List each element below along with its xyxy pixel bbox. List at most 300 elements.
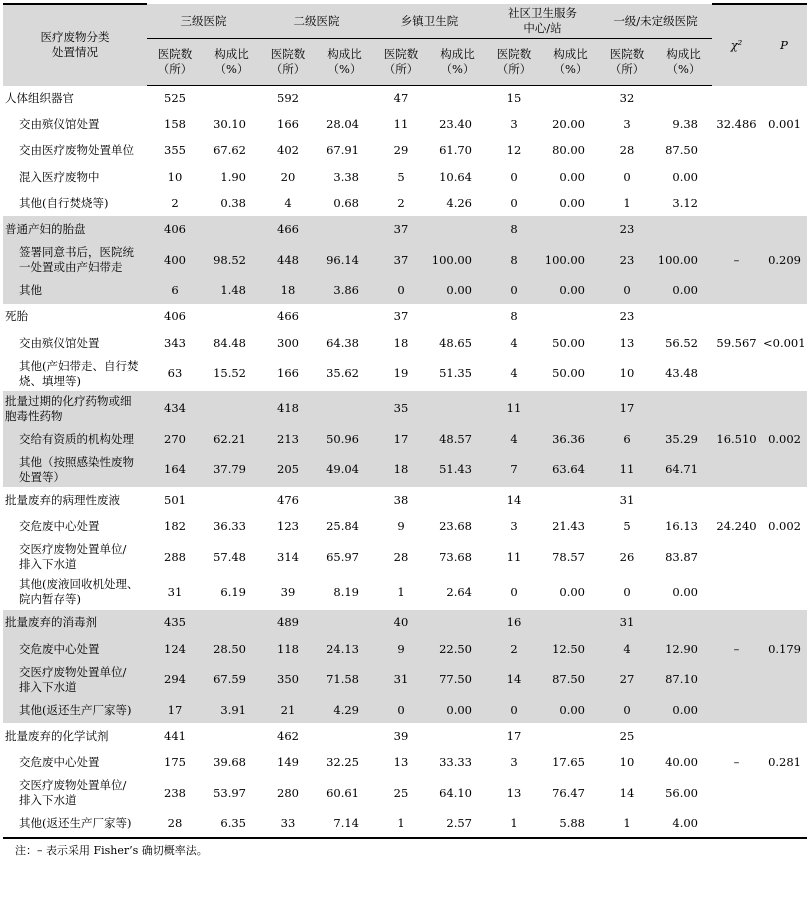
hospital-count-cell: 39 bbox=[280, 584, 296, 599]
percent-cell: 1.48 bbox=[203, 278, 260, 304]
hospital-count-cell: 118 bbox=[260, 636, 316, 662]
percent-cell: 43.48 bbox=[665, 366, 698, 381]
category-label bbox=[3, 723, 147, 749]
hospital-count-cell: 10 bbox=[619, 366, 635, 381]
percent-cell: 12.50 bbox=[542, 636, 599, 662]
percent-cell: 48.57 bbox=[429, 426, 486, 452]
header-sub-count-line: 医院数 bbox=[270, 47, 306, 61]
percent-cell: 0.00 bbox=[672, 584, 698, 599]
hospital-count-cell: 63 bbox=[167, 366, 183, 381]
p-value-cell bbox=[761, 356, 807, 391]
percent-cell bbox=[429, 487, 486, 513]
percent-cell: 64.38 bbox=[326, 335, 359, 350]
percent-cell: 0.00 bbox=[559, 195, 585, 210]
header-group-label: 乡镇卫生院 bbox=[400, 13, 459, 28]
hospital-count-cell: 0 bbox=[373, 278, 429, 304]
hospital-count-cell: 3 bbox=[623, 117, 631, 132]
hospital-count-cell: 8 bbox=[486, 243, 542, 278]
percent-cell: 28.50 bbox=[203, 636, 260, 662]
percent-cell: 10.64 bbox=[439, 169, 472, 184]
header-group-label: 一级/未定级医院 bbox=[613, 13, 698, 28]
table-row bbox=[3, 697, 807, 723]
hospital-count-cell: 1 bbox=[373, 811, 429, 838]
percent-cell bbox=[542, 723, 599, 749]
percent-cell: 56.52 bbox=[665, 335, 698, 350]
percent-cell: 5.88 bbox=[542, 811, 599, 838]
header-sub-count bbox=[599, 39, 655, 86]
hospital-count-cell: 23 bbox=[619, 309, 635, 324]
hospital-count-cell: 31 bbox=[373, 662, 429, 697]
percent-cell bbox=[203, 216, 260, 242]
header-group-community bbox=[486, 4, 599, 39]
percent-cell: 25.84 bbox=[326, 519, 359, 534]
row-label-line: 院内暂存等) bbox=[19, 592, 81, 607]
header-sub-count-line: 医院数 bbox=[609, 47, 645, 61]
percent-cell: 21.43 bbox=[552, 519, 585, 534]
percent-cell: 3.38 bbox=[333, 169, 359, 184]
percent-cell bbox=[316, 487, 373, 513]
chi-square-cell: 59.567 bbox=[716, 335, 757, 350]
header-group-label: 三级医院 bbox=[180, 13, 227, 28]
hospital-count-cell: 123 bbox=[277, 519, 299, 534]
header-sub-percent bbox=[203, 39, 260, 86]
hospital-count-cell: 11 bbox=[393, 117, 409, 132]
p-value-cell bbox=[761, 190, 807, 216]
hospital-count-cell: 149 bbox=[277, 755, 299, 770]
hospital-count-cell: 8 bbox=[510, 309, 518, 324]
hospital-count-cell: 17 bbox=[373, 426, 429, 452]
percent-cell bbox=[203, 610, 260, 636]
row-label bbox=[3, 750, 147, 776]
percent-cell: 0.00 bbox=[672, 169, 698, 184]
percent-cell: 67.62 bbox=[213, 143, 246, 158]
row-label-line: 死胎 bbox=[5, 309, 28, 324]
percent-cell bbox=[655, 304, 712, 330]
hospital-count-cell: 37 bbox=[373, 216, 429, 242]
row-label bbox=[3, 112, 147, 138]
hospital-count-cell: 17 bbox=[147, 697, 203, 723]
category-label bbox=[3, 304, 147, 330]
percent-cell: 0.00 bbox=[655, 697, 712, 723]
hospital-count-cell: 5 bbox=[623, 519, 631, 534]
row-label-line: 交危废中心处置 bbox=[19, 755, 100, 770]
table-row bbox=[3, 356, 807, 391]
hospital-count-cell: 31 bbox=[599, 610, 655, 636]
percent-cell bbox=[203, 391, 260, 426]
percent-cell: 35.62 bbox=[326, 366, 359, 381]
percent-cell: 49.04 bbox=[316, 452, 373, 487]
p-value-cell bbox=[761, 487, 807, 513]
hospital-count-cell: 23 bbox=[599, 243, 655, 278]
header-sub-count-line: 医院数 bbox=[157, 47, 193, 61]
percent-cell bbox=[316, 610, 373, 636]
header-group-label: 二级医院 bbox=[293, 13, 340, 28]
hospital-count-cell: 27 bbox=[599, 662, 655, 697]
hospital-count-cell: 23 bbox=[599, 216, 655, 242]
row-label bbox=[3, 356, 147, 391]
percent-cell: 0.38 bbox=[220, 195, 246, 210]
table-wrapper bbox=[3, 3, 807, 858]
percent-cell: 3.12 bbox=[672, 195, 698, 210]
hospital-count-cell: 0 bbox=[599, 278, 655, 304]
chi-square-cell bbox=[712, 811, 761, 838]
chi-square-cell: – bbox=[712, 243, 761, 278]
hospital-count-cell: 238 bbox=[164, 785, 186, 800]
hospital-count-cell: 124 bbox=[147, 636, 203, 662]
hospital-count-cell: 14 bbox=[619, 785, 635, 800]
table-row bbox=[3, 112, 807, 138]
chi-square-cell: 32.486 bbox=[716, 117, 757, 132]
hospital-count-cell: 11 bbox=[486, 391, 542, 426]
hospital-count-cell: 37 bbox=[393, 309, 409, 324]
percent-cell: 48.65 bbox=[439, 335, 472, 350]
hospital-count-cell: 13 bbox=[619, 335, 635, 350]
hospital-count-cell: 47 bbox=[393, 91, 409, 106]
percent-cell: 9.38 bbox=[672, 117, 698, 132]
percent-cell: 0.00 bbox=[542, 697, 599, 723]
hospital-count-cell: 418 bbox=[260, 391, 316, 426]
row-label-line: 其他（按照感染性废物 bbox=[19, 454, 134, 469]
header-category-line1: 医疗废物分类 bbox=[40, 30, 110, 45]
hospital-count-cell: 10 bbox=[619, 755, 635, 770]
hospital-count-cell: 592 bbox=[277, 91, 299, 106]
p-value-cell bbox=[761, 86, 807, 112]
chi-square-cell bbox=[712, 164, 761, 190]
chi-square-cell bbox=[712, 723, 761, 749]
header-sub-percent-line: （%） bbox=[440, 62, 475, 76]
row-label-line: 交危废中心处置 bbox=[19, 641, 100, 656]
hospital-count-cell: 11 bbox=[599, 452, 655, 487]
hospital-count-cell: 406 bbox=[147, 216, 203, 242]
percent-cell bbox=[316, 216, 373, 242]
percent-cell bbox=[316, 304, 373, 330]
percent-cell: 87.10 bbox=[655, 662, 712, 697]
percent-cell: 22.50 bbox=[429, 636, 486, 662]
hospital-count-cell: 28 bbox=[619, 143, 635, 158]
percent-cell: 50.00 bbox=[552, 366, 585, 381]
p-value-cell: <0.001 bbox=[763, 335, 806, 350]
row-label-line: 处置等） bbox=[19, 469, 65, 484]
row-label bbox=[3, 426, 147, 452]
p-value-cell: 0.209 bbox=[761, 243, 807, 278]
row-label bbox=[3, 164, 147, 190]
percent-cell: 96.14 bbox=[316, 243, 373, 278]
hospital-count-cell: 15 bbox=[506, 91, 522, 106]
hospital-count-cell: 2 bbox=[486, 636, 542, 662]
percent-cell: 76.47 bbox=[552, 785, 585, 800]
row-label-line: 交危废中心处置 bbox=[19, 519, 100, 534]
percent-cell: 64.10 bbox=[439, 785, 472, 800]
hospital-count-cell: 400 bbox=[147, 243, 203, 278]
row-label-line: 批量废弃的病理性废液 bbox=[5, 492, 120, 507]
percent-cell bbox=[655, 216, 712, 242]
p-value-cell bbox=[761, 575, 807, 610]
hospital-count-cell: 4 bbox=[510, 366, 518, 381]
p-value-cell bbox=[761, 278, 807, 304]
row-label bbox=[3, 190, 147, 216]
header-sub-percent bbox=[316, 39, 373, 86]
hospital-count-cell: 20 bbox=[280, 169, 296, 184]
percent-cell bbox=[316, 86, 373, 112]
percent-cell: 50.00 bbox=[552, 335, 585, 350]
hospital-count-cell: 14 bbox=[506, 492, 522, 507]
row-label bbox=[3, 452, 147, 487]
hospital-count-cell: 501 bbox=[164, 492, 186, 507]
hospital-count-cell: 2 bbox=[171, 195, 179, 210]
hospital-count-cell: 9 bbox=[397, 519, 405, 534]
percent-cell bbox=[429, 216, 486, 242]
hospital-count-cell: 3 bbox=[510, 755, 518, 770]
chi-square-cell bbox=[712, 216, 761, 242]
header-group-township bbox=[373, 4, 486, 39]
chi-square-cell bbox=[712, 575, 761, 610]
header-category-line2: 处置情况 bbox=[52, 45, 98, 60]
percent-cell: 39.68 bbox=[213, 755, 246, 770]
percent-cell bbox=[203, 723, 260, 749]
hospital-count-cell: 343 bbox=[164, 335, 186, 350]
hospital-count-cell: 1 bbox=[623, 195, 631, 210]
hospital-count-cell: 9 bbox=[373, 636, 429, 662]
row-label-line: 一处置或由产妇带走 bbox=[19, 260, 123, 275]
percent-cell: 100.00 bbox=[655, 243, 712, 278]
p-value-cell bbox=[761, 452, 807, 487]
percent-cell: 51.35 bbox=[439, 366, 472, 381]
percent-cell: 56.00 bbox=[665, 785, 698, 800]
percent-cell: 77.50 bbox=[429, 662, 486, 697]
row-label-line: 其他 bbox=[19, 283, 42, 298]
table-row bbox=[3, 190, 807, 216]
p-value-cell: 0.002 bbox=[761, 426, 807, 452]
chi-square-cell bbox=[712, 86, 761, 112]
chi-square-cell: 24.240 bbox=[716, 519, 757, 534]
header-category bbox=[3, 4, 147, 86]
header-group-tertiary bbox=[147, 4, 260, 39]
percent-cell: 1.90 bbox=[220, 169, 246, 184]
hospital-count-cell: 182 bbox=[164, 519, 186, 534]
percent-cell: 4.00 bbox=[655, 811, 712, 838]
row-label bbox=[3, 811, 147, 838]
hospital-count-cell: 158 bbox=[164, 117, 186, 132]
hospital-count-cell: 4 bbox=[510, 335, 518, 350]
header-sub-count-line: （所） bbox=[383, 62, 419, 76]
row-label-line: 交医疗废物处置单位/ bbox=[19, 778, 127, 793]
category-row bbox=[3, 86, 807, 112]
hospital-count-cell: 2 bbox=[397, 195, 405, 210]
percent-cell: 6.19 bbox=[220, 584, 246, 599]
percent-cell bbox=[542, 216, 599, 242]
hospital-count-cell: 4 bbox=[599, 636, 655, 662]
hospital-count-cell: 0 bbox=[510, 195, 518, 210]
row-label-line: 排入下水道 bbox=[19, 793, 77, 808]
row-label-line: 烧、填埋等) bbox=[19, 373, 81, 388]
p-value-cell bbox=[761, 723, 807, 749]
hospital-count-cell: 205 bbox=[260, 452, 316, 487]
hospital-count-cell: 40 bbox=[373, 610, 429, 636]
percent-cell: 51.43 bbox=[429, 452, 486, 487]
hospital-count-cell: 466 bbox=[277, 309, 299, 324]
hospital-count-cell: 0 bbox=[486, 697, 542, 723]
header-group-label-line1: 社区卫生服务 bbox=[508, 6, 577, 20]
hospital-count-cell: 28 bbox=[393, 549, 409, 564]
chi-square-cell bbox=[712, 697, 761, 723]
p-value-cell: 0.001 bbox=[768, 117, 801, 132]
hospital-count-cell: 8 bbox=[486, 216, 542, 242]
chi-square-cell bbox=[712, 391, 761, 426]
percent-cell: 0.68 bbox=[333, 195, 359, 210]
p-value-cell bbox=[761, 164, 807, 190]
category-label bbox=[3, 391, 147, 426]
hospital-count-cell: 166 bbox=[277, 117, 299, 132]
header-sub-percent-line: 构成比 bbox=[214, 47, 249, 61]
header-sub-count-line: 医院数 bbox=[496, 47, 532, 61]
percent-cell: 8.19 bbox=[333, 584, 359, 599]
hospital-count-cell: 38 bbox=[393, 492, 409, 507]
hospital-count-cell: 0 bbox=[623, 584, 631, 599]
header-sub-percent-line: （%） bbox=[553, 62, 588, 76]
chi-square-cell bbox=[712, 487, 761, 513]
table-row bbox=[3, 662, 807, 697]
header-sub-count-line: 医院数 bbox=[383, 47, 419, 61]
hospital-count-cell: 448 bbox=[260, 243, 316, 278]
row-label-line: 排入下水道 bbox=[19, 557, 77, 572]
row-label bbox=[3, 776, 147, 811]
row-label-line: 其他(自行焚烧等) bbox=[19, 195, 109, 210]
percent-cell bbox=[542, 304, 599, 330]
hospital-count-cell: 16 bbox=[486, 610, 542, 636]
hospital-count-cell: 10 bbox=[167, 169, 183, 184]
table-row bbox=[3, 164, 807, 190]
table-row bbox=[3, 138, 807, 164]
percent-cell: 84.48 bbox=[213, 335, 246, 350]
percent-cell: 61.70 bbox=[439, 143, 472, 158]
hospital-count-cell: 434 bbox=[147, 391, 203, 426]
percent-cell: 78.57 bbox=[552, 549, 585, 564]
hospital-count-cell: 441 bbox=[164, 728, 186, 743]
p-value-cell bbox=[761, 610, 807, 636]
percent-cell: 0.00 bbox=[429, 278, 486, 304]
percent-cell: 0.00 bbox=[655, 278, 712, 304]
hospital-count-cell: 270 bbox=[147, 426, 203, 452]
header-chi-square bbox=[712, 4, 761, 86]
chi-square-cell bbox=[712, 610, 761, 636]
row-label-line: 其他(返还生产厂家等) bbox=[19, 816, 132, 831]
header-sub-percent-line: （%） bbox=[214, 62, 249, 76]
hospital-count-cell: 462 bbox=[277, 728, 299, 743]
category-row bbox=[3, 723, 807, 749]
p-value-cell bbox=[761, 304, 807, 330]
hospital-count-cell: 12 bbox=[506, 143, 522, 158]
percent-cell: 60.61 bbox=[326, 785, 359, 800]
hospital-count-cell: 355 bbox=[164, 143, 186, 158]
percent-cell: 40.00 bbox=[665, 755, 698, 770]
header-p-label: P bbox=[780, 37, 788, 52]
percent-cell: 62.21 bbox=[203, 426, 260, 452]
row-label-line: 批量废弃的化学试剂 bbox=[5, 728, 109, 743]
row-label-line: 混入医疗废物中 bbox=[19, 169, 100, 184]
hospital-count-cell: 1 bbox=[599, 811, 655, 838]
hospital-count-cell: 26 bbox=[619, 549, 635, 564]
percent-cell bbox=[429, 723, 486, 749]
p-value-cell: 0.179 bbox=[761, 636, 807, 662]
p-value-cell bbox=[761, 662, 807, 697]
hospital-count-cell: 37 bbox=[373, 243, 429, 278]
hospital-count-cell: 5 bbox=[397, 169, 405, 184]
table-row bbox=[3, 776, 807, 811]
hospital-count-cell: 6 bbox=[147, 278, 203, 304]
percent-cell: 37.79 bbox=[203, 452, 260, 487]
percent-cell: 83.87 bbox=[665, 549, 698, 564]
hospital-count-cell: 1 bbox=[486, 811, 542, 838]
percent-cell: 67.59 bbox=[203, 662, 260, 697]
hospital-count-cell: 31 bbox=[619, 492, 635, 507]
percent-cell bbox=[429, 391, 486, 426]
header-chi-label: χ² bbox=[730, 37, 743, 52]
percent-cell bbox=[542, 391, 599, 426]
p-value-cell bbox=[761, 811, 807, 838]
row-label-line: 交医疗废物处置单位/ bbox=[19, 542, 127, 557]
hospital-count-cell: 166 bbox=[277, 366, 299, 381]
row-label bbox=[3, 138, 147, 164]
hospital-count-cell: 402 bbox=[277, 143, 299, 158]
percent-cell: 64.71 bbox=[655, 452, 712, 487]
p-value-cell: 0.281 bbox=[768, 755, 801, 770]
header-sub-percent-line: （%） bbox=[327, 62, 362, 76]
percent-cell bbox=[542, 487, 599, 513]
chi-square-cell bbox=[712, 304, 761, 330]
row-label-line: 排入下水道 bbox=[19, 679, 77, 694]
row-label bbox=[3, 662, 147, 697]
percent-cell bbox=[203, 487, 260, 513]
hospital-count-cell: 466 bbox=[260, 216, 316, 242]
row-label-line: 其他(返还生产厂家等) bbox=[19, 702, 132, 717]
row-label-line: 签署同意书后，医院统 bbox=[19, 245, 134, 260]
hospital-count-cell: 13 bbox=[506, 785, 522, 800]
hospital-count-cell: 35 bbox=[373, 391, 429, 426]
percent-cell: 87.50 bbox=[542, 662, 599, 697]
hospital-count-cell: 11 bbox=[506, 549, 522, 564]
percent-cell: 36.36 bbox=[542, 426, 599, 452]
header-sub-count bbox=[260, 39, 316, 86]
table-row bbox=[3, 243, 807, 278]
hospital-count-cell: 476 bbox=[277, 492, 299, 507]
percent-cell: 28.04 bbox=[326, 117, 359, 132]
percent-cell: 3.86 bbox=[316, 278, 373, 304]
percent-cell: 36.33 bbox=[213, 519, 246, 534]
header-group-label-line2: 中心/站 bbox=[523, 21, 562, 35]
chi-square-cell bbox=[712, 138, 761, 164]
header-group-primary bbox=[599, 4, 712, 39]
chi-square-cell bbox=[712, 540, 761, 575]
percent-cell: 7.14 bbox=[316, 811, 373, 838]
hospital-count-cell: 300 bbox=[277, 335, 299, 350]
header-sub-percent-line: （%） bbox=[666, 62, 701, 76]
row-label-line: 交由殡仪馆处置 bbox=[19, 117, 100, 132]
table-row bbox=[3, 540, 807, 575]
percent-cell: 0.00 bbox=[429, 697, 486, 723]
category-label bbox=[3, 487, 147, 513]
header-sub-percent-line: 构成比 bbox=[440, 47, 475, 61]
percent-cell: 57.48 bbox=[213, 549, 246, 564]
row-label bbox=[3, 330, 147, 356]
percent-cell bbox=[655, 610, 712, 636]
p-value-cell bbox=[761, 216, 807, 242]
hospital-count-cell: 3 bbox=[510, 519, 518, 534]
row-label bbox=[3, 636, 147, 662]
percent-cell: 3.91 bbox=[203, 697, 260, 723]
header-sub-count bbox=[373, 39, 429, 86]
hospital-count-cell: 294 bbox=[147, 662, 203, 697]
percent-cell bbox=[542, 610, 599, 636]
